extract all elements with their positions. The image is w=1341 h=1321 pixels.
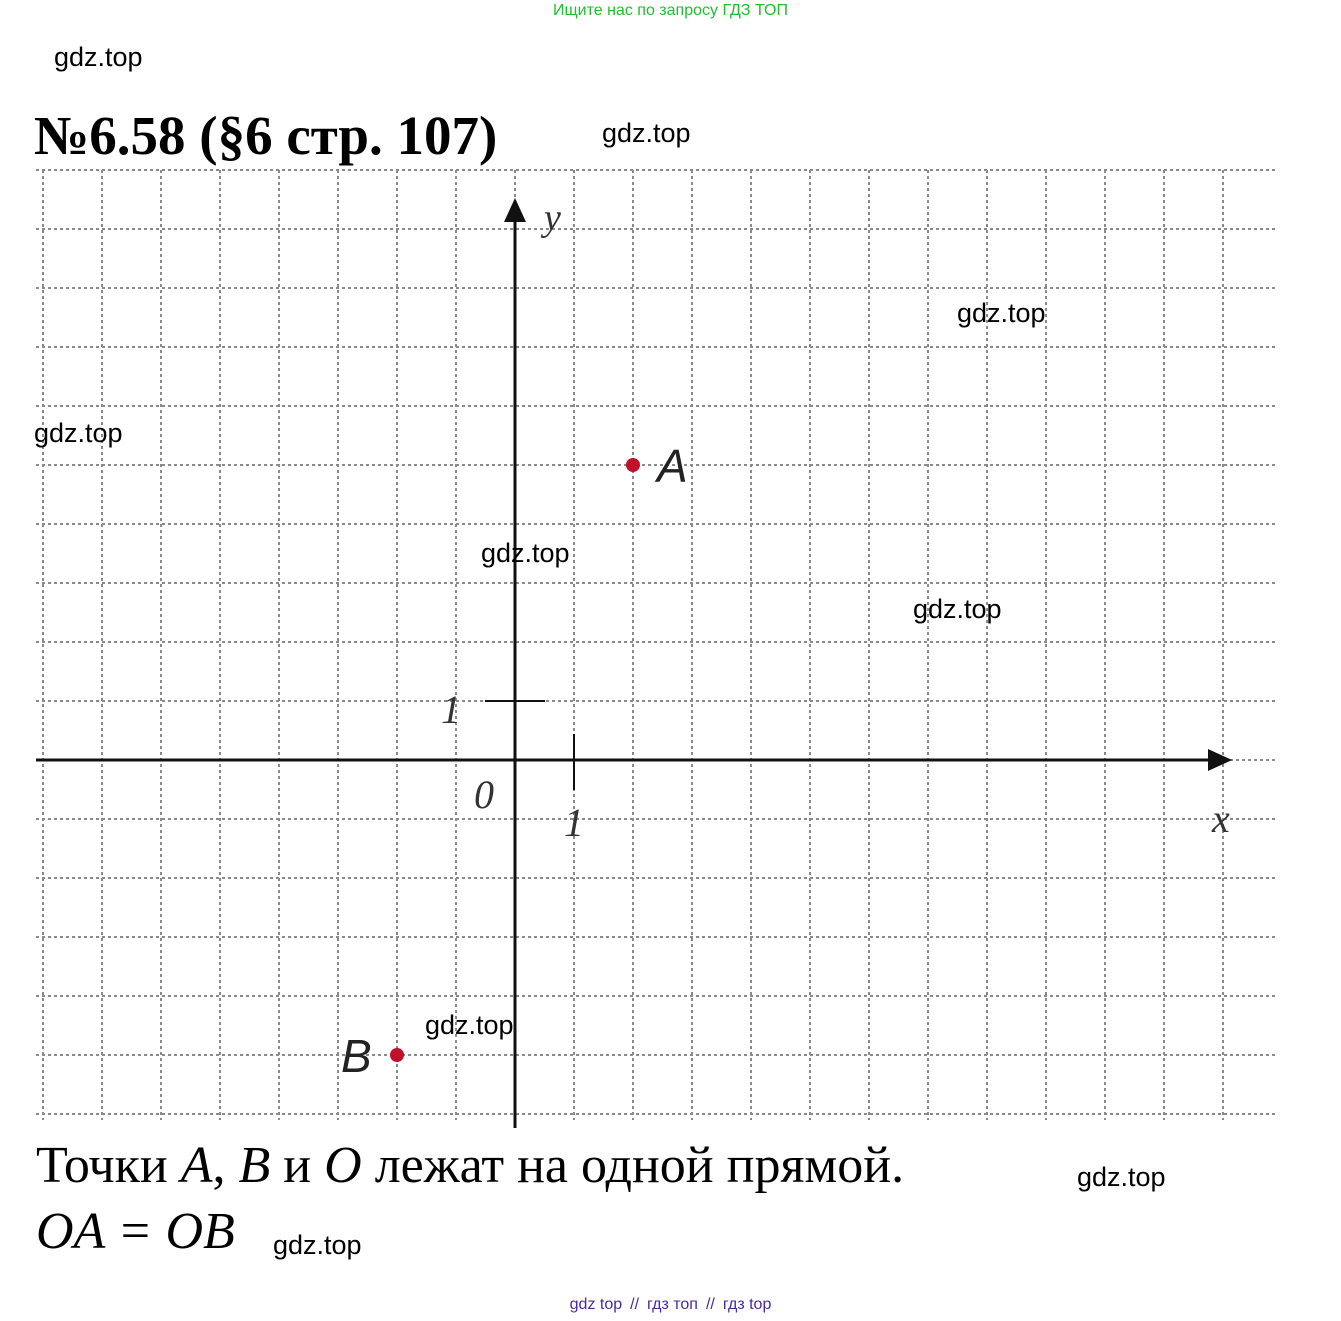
- watermark: gdz.top: [913, 594, 1002, 624]
- point-label-a: A: [657, 440, 688, 492]
- point-a-ref: A: [180, 1137, 213, 1194]
- origin-label: 0: [474, 772, 494, 817]
- watermark: gdz.top: [1077, 1162, 1166, 1192]
- answer-line-1: [36, 1136, 904, 1195]
- watermark: gdz.top: [957, 298, 1046, 328]
- answer-line-2: OA = OB: [36, 1203, 235, 1260]
- y-unit-label: 1: [441, 687, 461, 732]
- x-unit-label: 1: [564, 800, 584, 845]
- answer-text: ,: [212, 1137, 239, 1194]
- point-b: [390, 1048, 404, 1062]
- answer-text: Точки: [36, 1137, 181, 1194]
- point-label-b: B: [341, 1030, 372, 1082]
- footer-separator: //: [630, 1296, 640, 1313]
- watermark: gdz.top: [481, 538, 570, 568]
- footer-separator: //: [705, 1296, 715, 1313]
- point-b-ref: B: [238, 1137, 271, 1194]
- answer-text: и: [270, 1137, 325, 1194]
- watermark: gdz.top: [425, 1010, 514, 1040]
- watermark: gdz.top: [54, 42, 143, 72]
- page-title: №6.58 (§6 стр. 107): [34, 105, 498, 166]
- search-banner[interactable]: Ищите нас по запросу ГДЗ ТОП: [553, 2, 788, 19]
- y-axis-label: y: [544, 197, 561, 239]
- y-axis-arrow: [504, 198, 526, 222]
- watermark: gdz.top: [602, 118, 691, 148]
- footer-link[interactable]: гдз top: [722, 1296, 772, 1313]
- grid: [36, 170, 1278, 1120]
- answer-text: лежат на одной прямой.: [361, 1137, 905, 1194]
- footer-links: [0, 1296, 1341, 1314]
- watermark: gdz.top: [273, 1230, 362, 1260]
- footer-link[interactable]: гдз топ: [647, 1296, 698, 1313]
- point-o-ref: O: [324, 1137, 362, 1194]
- x-axis-arrow: [1208, 749, 1232, 771]
- footer-link[interactable]: gdz top: [569, 1296, 623, 1313]
- watermark: gdz.top: [34, 418, 123, 448]
- x-axis-label: x: [1212, 796, 1230, 841]
- point-a: [626, 458, 640, 472]
